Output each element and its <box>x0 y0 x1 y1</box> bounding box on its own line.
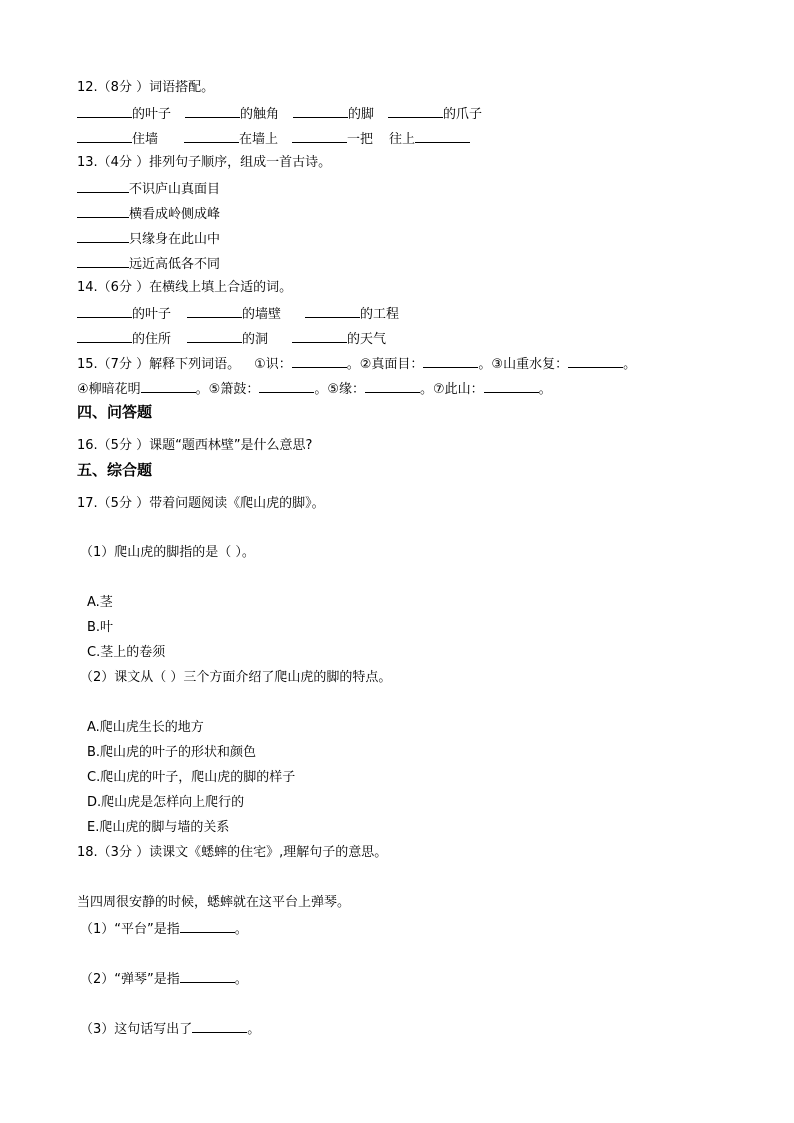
q15-item: ②真面目： <box>359 357 424 372</box>
period: 。 <box>195 382 209 397</box>
q12-word: 的触角 <box>240 107 280 122</box>
choice-option[interactable]: A.爬山虎生长的地方 <box>87 720 204 735</box>
choice-option[interactable]: B.爬山虎的叶子的形状和颜色 <box>87 745 257 760</box>
q18-sub3 <box>80 1018 260 1038</box>
answer-blank[interactable] <box>77 203 129 218</box>
q12-word: 的脚 <box>348 107 375 122</box>
choice-option[interactable]: C.爬山虎的叶子，爬山虎的脚的样子 <box>87 770 296 785</box>
period: 。 <box>234 922 248 937</box>
choice-option[interactable]: A.茎 <box>87 595 113 610</box>
answer-blank[interactable] <box>259 378 314 393</box>
answer-blank[interactable] <box>77 178 129 193</box>
q12-row2 <box>77 128 470 148</box>
q15-row1 <box>77 353 636 373</box>
q14-row2 <box>77 328 386 348</box>
q18-sub3-label: （3）这句话写出了 <box>80 1022 193 1037</box>
answer-blank[interactable] <box>77 103 132 118</box>
choice-option[interactable]: E.爬山虎的脚与墙的关系 <box>87 820 230 835</box>
q18-sub1 <box>80 918 248 938</box>
period: 。 <box>346 357 360 372</box>
period: 。 <box>478 357 492 372</box>
period: 。 <box>234 972 248 987</box>
q15-item: ⑦此山： <box>433 382 484 397</box>
answer-blank[interactable] <box>305 303 360 318</box>
answer-blank[interactable] <box>77 328 132 343</box>
answer-blank[interactable] <box>187 328 242 343</box>
answer-blank[interactable] <box>292 353 347 368</box>
q17-sub2: （2）课文从（ ）三个方面介绍了爬山虎的脚的特点。 <box>80 670 392 685</box>
q12-word: 的爪子 <box>443 107 483 122</box>
answer-blank[interactable] <box>184 128 239 143</box>
q13-line <box>77 228 220 248</box>
q12-word: 往上 <box>389 132 416 147</box>
q14-word: 的墙壁 <box>242 307 282 322</box>
q14-word: 的叶子 <box>132 307 172 322</box>
period: 。 <box>623 357 637 372</box>
answer-blank[interactable] <box>180 918 235 933</box>
q14-word: 的工程 <box>360 307 400 322</box>
q13-line <box>77 203 220 223</box>
period: 。 <box>538 382 552 397</box>
q16-title: 16.（5分 ）课题“题西林壁”是什么意思? <box>77 438 313 453</box>
answer-blank[interactable] <box>185 103 240 118</box>
q12-word: 的叶子 <box>132 107 172 122</box>
answer-blank[interactable] <box>484 378 539 393</box>
q12-word: 在墙上 <box>239 132 279 147</box>
section-heading: 五、综合题 <box>77 461 153 479</box>
q18-sub2-label: （2）“弹琴”是指 <box>80 972 180 987</box>
answer-blank[interactable] <box>388 103 443 118</box>
q13-line <box>77 253 220 273</box>
q15-item: ③山重水复： <box>491 357 569 372</box>
q14-word: 的住所 <box>132 332 172 347</box>
answer-blank[interactable] <box>293 103 348 118</box>
answer-blank[interactable] <box>141 378 196 393</box>
answer-blank[interactable] <box>365 378 420 393</box>
q12-word: 住墙 <box>132 132 159 147</box>
period: 。 <box>247 1022 261 1037</box>
answer-blank[interactable] <box>77 253 129 268</box>
answer-blank[interactable] <box>77 303 132 318</box>
poem-line: 远近高低各不同 <box>129 257 221 272</box>
answer-blank[interactable] <box>180 968 235 983</box>
q15-row2 <box>77 378 552 398</box>
answer-blank[interactable] <box>423 353 478 368</box>
q18-sub1-label: （1）“平台”是指 <box>80 922 180 937</box>
answer-blank[interactable] <box>192 1018 247 1033</box>
poem-line: 只缘身在此山中 <box>129 232 221 247</box>
answer-blank[interactable] <box>568 353 623 368</box>
choice-option[interactable]: B.叶 <box>87 620 114 635</box>
answer-blank[interactable] <box>292 328 347 343</box>
q15-item: ④柳暗花明 <box>77 382 141 397</box>
q14-word: 的天气 <box>347 332 387 347</box>
choice-option[interactable]: C.茎上的卷须 <box>87 645 166 660</box>
q14-word: 的洞 <box>242 332 269 347</box>
q13-line <box>77 178 220 198</box>
poem-line: 横看成岭侧成峰 <box>129 207 221 222</box>
q12-title: 12.（8分 ）词语搭配。 <box>77 80 215 95</box>
answer-blank[interactable] <box>77 228 129 243</box>
q18-title: 18.（3分 ）读课文《蟋蟀的住宅》,理解句子的意思。 <box>77 845 388 860</box>
period: 。 <box>420 382 434 397</box>
q14-title: 14.（6分 ）在横线上填上合适的词。 <box>77 280 293 295</box>
answer-blank[interactable] <box>415 128 470 143</box>
period: 。 <box>314 382 328 397</box>
q12-row1 <box>77 103 482 123</box>
q15-item: ⑤箫鼓： <box>208 382 260 397</box>
q17-title: 17.（5分 ）带着问题阅读《爬山虎的脚》。 <box>77 496 325 511</box>
q15-item: ①识： <box>254 357 292 372</box>
answer-blank[interactable] <box>187 303 242 318</box>
q15-title: 15.（7分 ）解释下列词语。 <box>77 357 241 372</box>
q18-sub2 <box>80 968 248 988</box>
choice-option[interactable]: D.爬山虎是怎样向上爬行的 <box>87 795 245 810</box>
q12-word: 一把 <box>347 132 374 147</box>
q18-sentence: 当四周很安静的时候，蟋蟀就在这平台上弹琴。 <box>77 895 351 910</box>
poem-line: 不识庐山真面目 <box>129 182 221 197</box>
q15-item: ⑤缘： <box>327 382 365 397</box>
section-heading: 四、问答题 <box>77 403 153 421</box>
q17-sub1: （1）爬山虎的脚指的是（ ）。 <box>80 545 255 560</box>
q14-row1 <box>77 303 399 323</box>
answer-blank[interactable] <box>292 128 347 143</box>
answer-blank[interactable] <box>77 128 132 143</box>
q13-title: 13.（4分 ）排列句子顺序，组成一首古诗。 <box>77 155 332 170</box>
